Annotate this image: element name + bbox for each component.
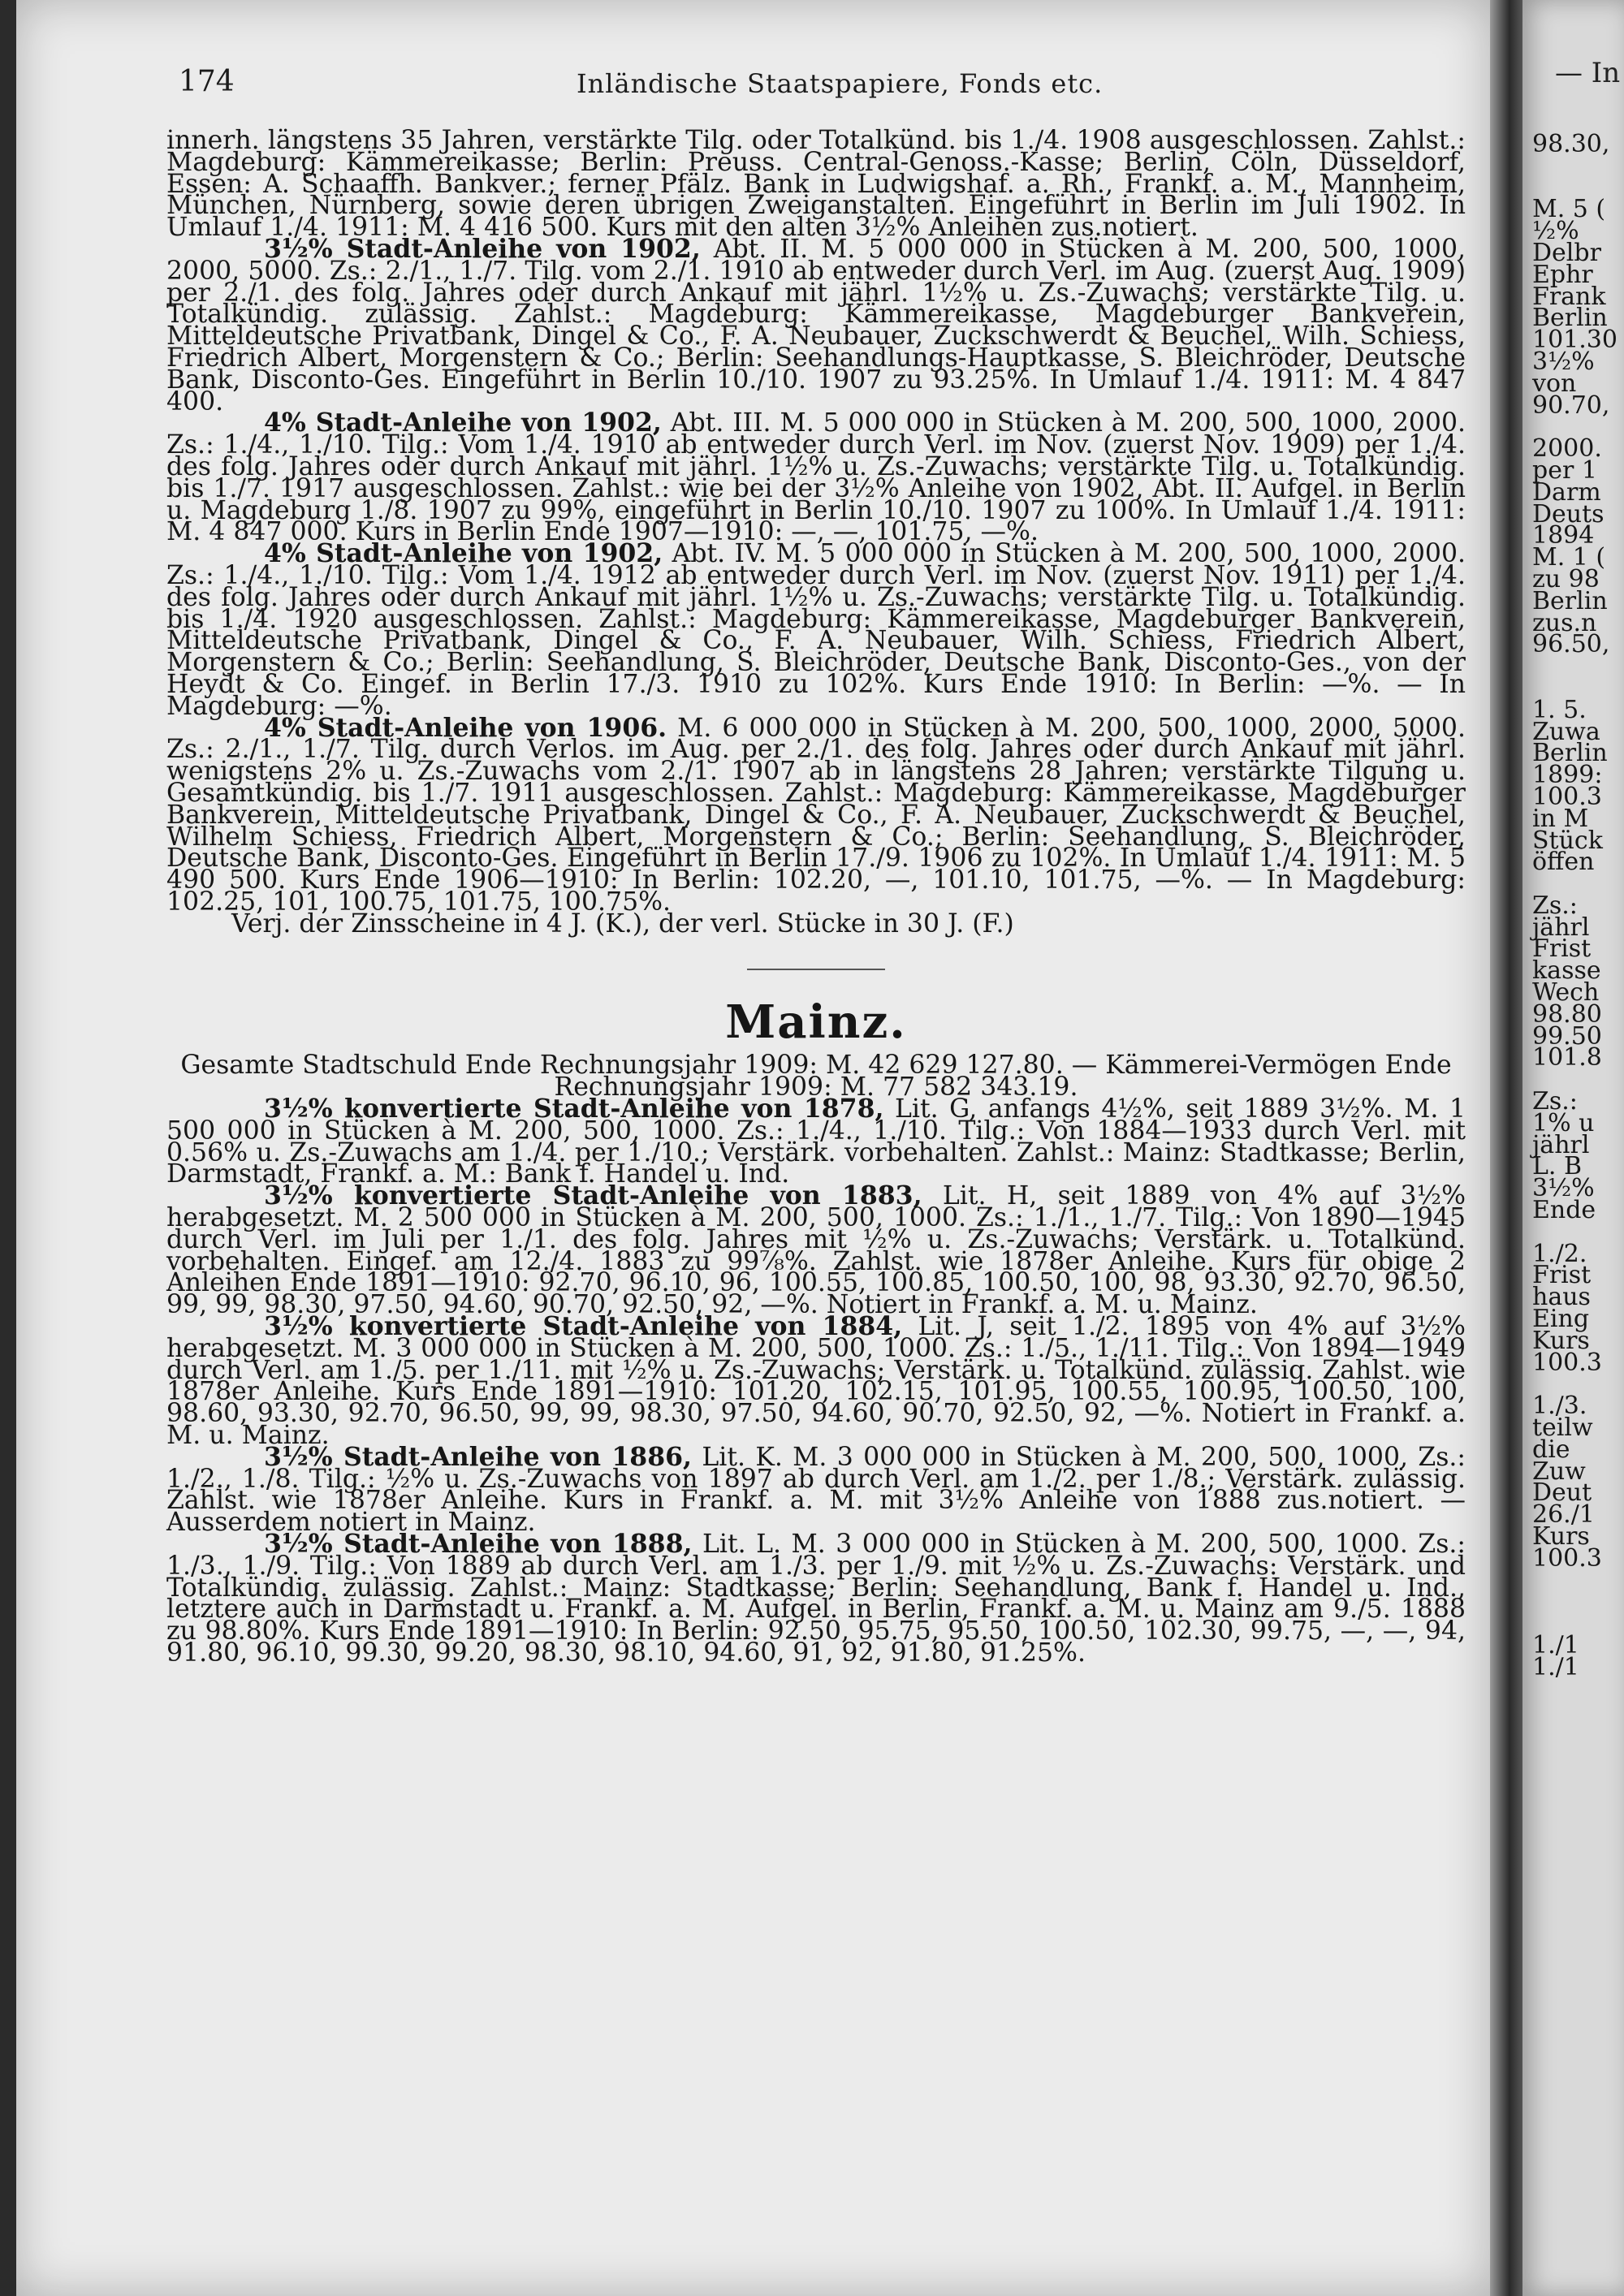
adjacent-page-line bbox=[1532, 1591, 1618, 1613]
loan-title: 3½% konvertierte Stadt-Anleihe von 1883, bbox=[264, 1180, 922, 1211]
book-gutter bbox=[1490, 0, 1522, 2296]
loan-entry bbox=[166, 1094, 1466, 1189]
adjacent-page-line: Stück bbox=[1532, 826, 1603, 855]
adjacent-page-line: Zs.: bbox=[1532, 891, 1578, 920]
adjacent-page-line: Ende bbox=[1532, 1196, 1596, 1225]
loan-entry bbox=[166, 1180, 1466, 1320]
loan-text: Abt. IV. M. 5 000 000 in Stücken à M. 200, 500, 1000, 2000. Zs.: 1./4., 1./10. Tilg.: Vom 1./4. 1912 ab entweder durch Verl. im Nov. (zuerst Nov. 1911) per 1./4. des folg. Jahres oder durch Ankauf mit jährl. 1½% u. Zs.-Zuwachs; verstärkte Tilg. u. Totalkündig. bis 1./4. 1920 ausgeschlossen. Zahlst.: Magdeburg: Kämmereikasse, Magdeburger Bankverein, Mitteldeutsche Privatbank, Dingel & Co., F. A. Neubauer, Wilh. Schiess, Friedrich Albert, Morgenstern & Co.; Berlin: Seehandlung, S. Bleichröder, Deutsche Bank, Disconto-Ges., von der Heydt & Co. Eingef. in Berlin 17./3. 1910 zu 102%. Kurs Ende 1910: In Berlin: —%. — In Magdeburg: —%. bbox=[166, 539, 1466, 721]
adjacent-page-line: Ephr bbox=[1532, 260, 1593, 289]
adjacent-page-line bbox=[1532, 156, 1618, 178]
adjacent-page-line: 1. 5. bbox=[1532, 695, 1587, 724]
loan-entry bbox=[166, 538, 1466, 721]
loan-title: 4% Stadt-Anleihe von 1902, bbox=[264, 408, 662, 438]
adjacent-page-line: teilw bbox=[1532, 1413, 1593, 1443]
adjacent-page-line: Berlin bbox=[1532, 304, 1608, 333]
adjacent-page-line: ½% bbox=[1532, 217, 1579, 246]
loan-title: 3½% Stadt-Anleihe von 1888, bbox=[264, 1529, 693, 1560]
adjacent-page-line: haus bbox=[1532, 1283, 1591, 1312]
adjacent-page-line: 1./1 bbox=[1532, 1630, 1579, 1659]
adjacent-page-line: 100.3 bbox=[1532, 1543, 1602, 1573]
adjacent-page-line: jährl bbox=[1532, 913, 1590, 942]
loan-entry bbox=[166, 1311, 1466, 1451]
loan-entry bbox=[166, 1441, 1466, 1538]
adjacent-page-line: Frist bbox=[1532, 934, 1592, 964]
adjacent-page-line: Deut bbox=[1532, 1478, 1592, 1508]
adjacent-page-line: 96.50, bbox=[1532, 630, 1610, 659]
adjacent-page-line: 1899: bbox=[1532, 761, 1603, 790]
adjacent-page-line: 1894 bbox=[1532, 521, 1595, 550]
loan-title: 4% Stadt-Anleihe von 1902, bbox=[264, 538, 663, 569]
adjacent-page-line bbox=[1532, 656, 1618, 678]
loan-title: 3½% konvertierte Stadt-Anleihe von 1878, bbox=[264, 1094, 884, 1124]
adjacent-page-line: 3½% bbox=[1532, 1174, 1595, 1203]
adjacent-page-line: zus.n bbox=[1532, 608, 1597, 637]
loan-entry bbox=[166, 712, 1466, 917]
adjacent-page-line: 1./3. bbox=[1532, 1392, 1587, 1421]
loan-text: M. 6 000 000 in Stücken à M. 200, 500, 1000, 2000, 5000. Zs.: 2./1., 1./7. Tilg. durch Verlos. im Aug. per 2./1. des folg. Jahres oder durch Ankauf mit jährl. wenigstens 2% u. Zs.-Zuwachs vom 2./1. 1907 ab in längstens 28 Jahren; verstärkte Tilgung u. Gesamtkündig. bis 1./7. 1911 ausgeschlossen. Zahlst.: Magdeburg: Kämmereikasse, Magdeburger Bankverein, Mitteldeutsche Privatbank, Dingel & Co., F. A. Neubauer, Zuckschwerdt & Beuchel, Wilhelm Schiess, Friedrich Albert, Morgenstern & Co.; Berlin: Seehandlung, S. Bleichröder, Deutsche Bank, Disconto-Ges. Eingeführt in Berlin 17./9. 1906 zu 102%. In Umlauf 1./4. 1911: M. 5 490 500. Kurs Ende 1906—1910: In Berlin: 102.20, —, 101.10, 101.75, —%. — In Magdeburg: 102.25, 101, 100.75, 101.75, 100.75%. bbox=[166, 713, 1466, 917]
adjacent-page-line: Zuwa bbox=[1532, 717, 1600, 746]
book-page-left bbox=[16, 0, 1490, 2296]
loan-title: 4% Stadt-Anleihe von 1906. bbox=[264, 712, 667, 743]
adjacent-page-line: per 1 bbox=[1532, 455, 1597, 485]
adjacent-page-line: 26./1 bbox=[1532, 1500, 1595, 1530]
loan-text: Lit. H, seit 1889 von 4% auf 3½% herabgesetzt. M. 2 500 000 in Stücken à M. 200, 500, 1000. Zs.: 1./1., 1./7. Tilg.: Von 1890—1945 durch Verl. im Juli per 1./1. des folg. Jahres mit ½% u. Zs.-Zuwachs; Verstärk. u. Totalkünd. vorbehalten. Eingef. am 12./4. 1883 zu 99⅞%. Zahlst. wie 1878er Anleihe. Kurs für obige 2 Anleihen Ende 1891—1910: 92.70, 96.10, 96, 100.55, 100.85, 100.50, 100, 98, 93.30, 92.70, 96.50, 99, 99, 98.30, 97.50, 94.60, 90.70, 92.50, 92, —%. Notiert in Frankf. a. M. u. Mainz. bbox=[166, 1181, 1466, 1320]
loan-text: Lit. K. M. 3 000 000 in Stücken à M. 200, 500, 1000, Zs.: 1./2., 1./8. Tilg.: ½% u. Zs.-Zuwachs von 1897 ab durch Verl. am 1./2. per 1./8.; Verstärk. zulässig. Zahlst. wie 1878er Anleihe. Kurs in Frankf. a. M. mit 3½% Anleihe von 1888 zus.notiert. — Ausserdem notiert in Mainz. bbox=[166, 1442, 1466, 1538]
page-number: 174 bbox=[179, 65, 235, 98]
adjacent-page-line: 3½% bbox=[1532, 347, 1595, 376]
loan-entry bbox=[166, 233, 1466, 416]
adjacent-page-line: 98.30, bbox=[1532, 130, 1610, 158]
adjacent-page-line: 1% u bbox=[1532, 1108, 1595, 1137]
adjacent-page-line: M. 1 ( bbox=[1532, 543, 1606, 572]
adjacent-page-line: von bbox=[1532, 369, 1577, 398]
debt-summary: Gesamte Stadtschuld Ende Rechnungsjahr 1909: M. 42 629 127.80. — Kämmerei-Vermögen Ende Rechnungsjahr 1909: M. 77 582 343.19. bbox=[180, 1051, 1452, 1103]
loan-entry bbox=[166, 1529, 1466, 1668]
loan-text: Abt. III. M. 5 000 000 in Stücken à M. 200, 500, 1000, 2000. Zs.: 1./4., 1./10. Tilg.: Vom 1./4. 1910 ab entweder durch Verl. im Nov. (zuerst Nov. 1909) per 1./4. des folg. Jahres oder durch Ankauf mit jährl. 1½% u. Zs.-Zuwachs; verstärkte Tilg. u. Totalkündig. bis 1./7. 1917 ausgeschlossen. Zahlst.: wie bei der 3½% Anleihe von 1902, Abt. II. Aufgel. in Berlin u. Magdeburg 1./8. 1907 zu 99%, eingeführt in Berlin 10./10. 1907 zu 100%. In Umlauf 1./4. 1911: M. 4 847 000. Kurs in Berlin Ende 1907—1910: —, —, 101.75, —%. bbox=[166, 408, 1466, 547]
adjacent-page-line: Deuts bbox=[1532, 499, 1605, 529]
loan-text: Lit. J, seit 1./2. 1895 von 4% auf 3½% herabgesetzt. M. 3 000 000 in Stücken à M. 200, 500, 1000. Zs.: 1./5., 1./11. Tilg.: Von 1894—1949 durch Verl. am 1./5. per 1./11. mit ½% u. Zs.-Zuwachs; Verstärk. u. Totalkünd. zulässig. Zahlst. wie 1878er Anleihe. Kurs Ende 1891—1910: 101.20, 102.15, 101.95, 100.55, 100.95, 100.50, 100, 98.60, 93.30, 92.70, 96.50, 99, 99, 98.30, 97.50, 94.60, 90.70, 92.50, 92, —%. Notiert in Frankf. a. M. u. Mainz. bbox=[166, 1312, 1466, 1451]
page-body bbox=[166, 126, 1466, 1668]
closing-note: Verj. der Zinsscheine in 4 J. (K.), der verl. Stücke in 30 J. (F.) bbox=[231, 908, 1014, 939]
mainz-section bbox=[166, 995, 1466, 1668]
page-header bbox=[171, 57, 1470, 106]
magdeburg-section bbox=[166, 126, 1466, 939]
adjacent-page-line: M. 5 ( bbox=[1532, 195, 1606, 224]
adjacent-page-line: 100.3 bbox=[1532, 782, 1602, 811]
adjacent-page-line: Zuw bbox=[1532, 1457, 1586, 1486]
adjacent-page-line: 99.50 bbox=[1532, 1021, 1602, 1051]
adjacent-page-line: 100.3 bbox=[1532, 1348, 1602, 1377]
adjacent-page-line: kasse bbox=[1532, 956, 1601, 986]
adjacent-page-line: 1./2. bbox=[1532, 1239, 1587, 1268]
loan-title: 3½% Stadt-Anleihe von 1902, bbox=[264, 233, 701, 264]
adjacent-page-line: Frist bbox=[1532, 1261, 1592, 1290]
adjacent-page-line: die bbox=[1532, 1435, 1570, 1464]
magdeburg-intro-paragraph: innerh. längstens 35 Jahren, verstärkte Tilg. oder Totalkünd. bis 1./4. 1908 ausgeschlossen. Zahlst.: Magdeburg: Kämmereikasse; Berlin: Preuss. Central-Genoss.-Kasse; Berlin, Cöln, Düsseldorf, Essen: A. Schaaffh. Bankver.; ferner Pfälz. Bank in Ludwigshaf. a. Rh., Frankf. a. M., Mannheim, München, Nürnberg, sowie deren übrigen Zweiganstalten. Eingeführt in Berlin im Juli 1902. In Umlauf 1./4. 1911: M. 4 416 500. Kurs mit den alten 3½% Anleihen zus.notiert. bbox=[166, 126, 1466, 243]
book-page-right-edge bbox=[1522, 0, 1624, 2296]
adjacent-page-fragments bbox=[1532, 130, 1618, 1681]
adjacent-page-line: öffen bbox=[1532, 848, 1595, 877]
adjacent-page-line: Zs.: bbox=[1532, 1087, 1578, 1116]
adjacent-page-line: 2000. bbox=[1532, 434, 1602, 464]
section-divider bbox=[747, 969, 885, 970]
adjacent-page-line: 101.8 bbox=[1532, 1043, 1602, 1072]
adjacent-page-line: jährl bbox=[1532, 1130, 1590, 1159]
adjacent-page-line: Berlin bbox=[1532, 586, 1608, 615]
adjacent-page-line: Berlin bbox=[1532, 739, 1608, 768]
running-head: Inländische Staatspapiere, Fonds etc. bbox=[577, 68, 1104, 99]
adjacent-page-line: zu 98 bbox=[1532, 564, 1600, 593]
section-title: Mainz. bbox=[725, 995, 907, 1050]
adjacent-page-line: Wech bbox=[1532, 978, 1600, 1008]
adjacent-page-line: 98.80 bbox=[1532, 999, 1602, 1029]
adjacent-page-line: 90.70, bbox=[1532, 391, 1610, 420]
adjacent-page-line: Eing bbox=[1532, 1305, 1590, 1334]
adjacent-page-line: L. B bbox=[1532, 1152, 1583, 1181]
loan-text: Abt. II. M. 5 000 000 in Stücken à M. 200, 500, 1000, 2000, 5000. Zs.: 2./1., 1./7. Tilg. vom 2./1. 1910 ab entweder durch Verl. im Aug. (zuerst Aug. 1909) per 2./1. des folg. Jahres oder durch Ankauf mit jährl. 1½% u. Zs.-Zuwachs; verstärkte Tilg. u. Totalkündig. zulässig. Zahlst.: Magdeburg: Kämmereikasse, Magdeburger Bankverein, Mitteldeutsche Privatbank, Dingel & Co., F. A. Neubauer, Zuckschwerdt & Beuchel, Wilh. Schiess, Friedrich Albert, Morgenstern & Co.; Berlin: Seehandlungs-Hauptkasse, S. Bleichröder, Deutsche Bank, Disconto-Ges. Eingeführt in Berlin 10./10. 1907 zu 93.25%. In Umlauf 1./4. 1911: M. 4 847 400. bbox=[166, 234, 1466, 416]
loan-text: Lit. L. M. 3 000 000 in Stücken à M. 200, 500, 1000. Zs.: 1./3., 1./9. Tilg.: Von 1889 ab durch Verl. am 1./3. per 1./9. mit ½% u. Zs.-Zuwachs: Verstärk. und Totalkündig. zulässig. Zahlst.: Mainz: Stadtkasse; Berlin: Seehandlung, Bank f. Handel u. Ind., letztere auch in Darmstadt u. Frankf. a. M. Aufgel. in Berlin, Frankf. a. M. u. Mainz am 9./5. 1888 zu 98.80%. Kurs Ende 1891—1910: In Berlin: 92.50, 95.75, 95.50, 100.50, 102.30, 99.75, —, —, 94, 91.80, 96.10, 99.30, 99.20, 98.30, 98.10, 94.60, 91, 92, 91.80, 91.25%. bbox=[166, 1530, 1466, 1668]
adjacent-page-line: Kurs bbox=[1532, 1522, 1590, 1551]
adjacent-page-line: Frank bbox=[1532, 282, 1606, 311]
loan-text: Lit. G, anfangs 4½%, seit 1889 3½%. M. 1 500 000 in Stücken à M. 200, 500, 1000. Zs.: 1./4., 1./10. Tilg.: Von 1884—1933 durch Verl. mit 0.56% u. Zs.-Zuwachs am 1./4. per 1./10.; Verstärk. vorbehalten. Zahlst.: Mainz: Stadtkasse; Berlin, Darmstadt, Frankf. a. M.: Bank f. Handel u. Ind. bbox=[166, 1094, 1466, 1189]
adjacent-page-line: Delbr bbox=[1532, 238, 1601, 267]
adjacent-page-line: Darm bbox=[1532, 477, 1601, 507]
adjacent-page-line: 101.30 bbox=[1532, 326, 1618, 355]
adjacent-page-line: in M bbox=[1532, 804, 1589, 833]
adjacent-page-line: Kurs bbox=[1532, 1326, 1590, 1355]
adjacent-page-top: — In bbox=[1555, 57, 1621, 89]
loan-title: 3½% konvertierte Stadt-Anleihe von 1884, bbox=[264, 1311, 903, 1342]
loan-title: 3½% Stadt-Anleihe von 1886, bbox=[264, 1441, 692, 1472]
loan-entry bbox=[166, 408, 1466, 547]
adjacent-page-line: 1./1 bbox=[1532, 1652, 1579, 1681]
adjacent-page-line bbox=[1532, 1570, 1618, 1592]
